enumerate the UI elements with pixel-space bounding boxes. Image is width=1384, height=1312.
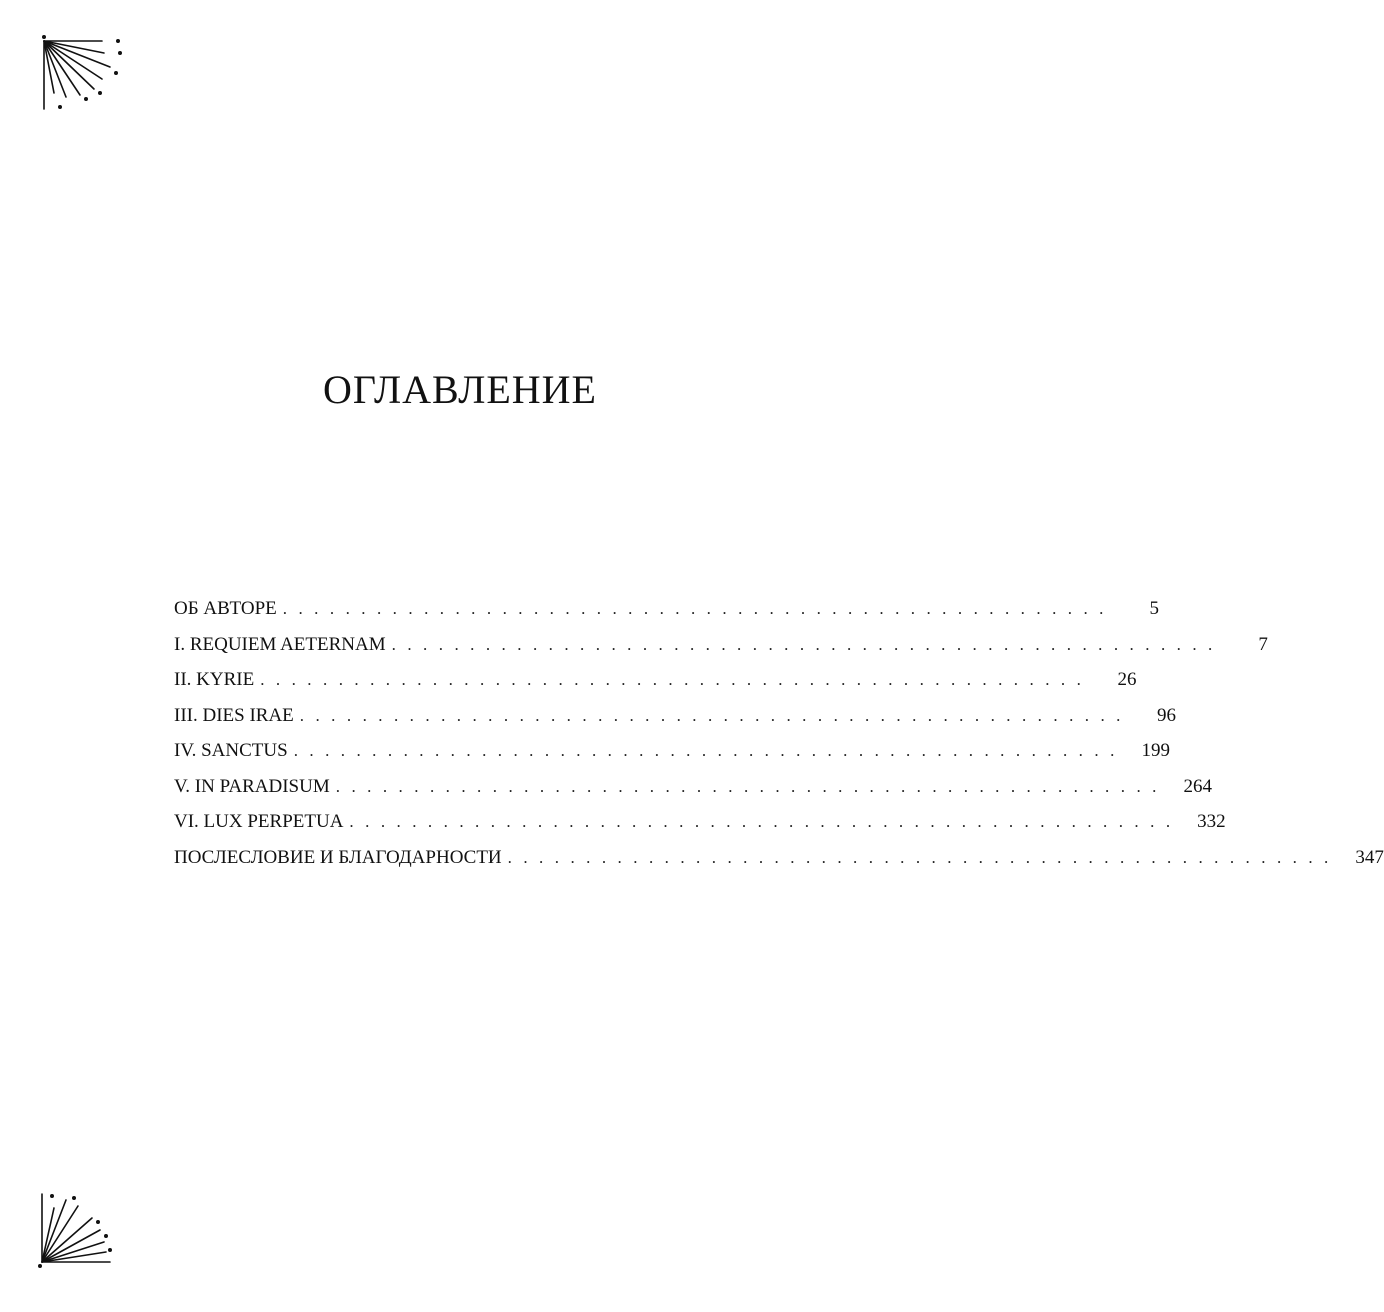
dot-leader: . . . . . . . . . . . . . . . . . . . . . . . . . . . . . . . . . . . . . . . . . . . . . . . . . . . . . (299, 705, 1125, 725)
page-title: ОГЛАВЛЕНИЕ (323, 367, 597, 412)
toc-entry-title: III. DIES IRAE (174, 704, 294, 726)
toc-entry-page-number: 96 (1157, 704, 1177, 726)
toc-entry-page-number: 264 (1183, 775, 1212, 797)
toc-entry-title: V. IN PARADISUM (174, 775, 330, 797)
toc-entry[interactable] (174, 665, 1137, 701)
toc-entry-page-number: 7 (1258, 633, 1268, 655)
toc-entry-page-number: 347 (1355, 846, 1384, 868)
dot-leader: . . . . . . . . . . . . . . . . . . . . . . . . . . . . . . . . . . . . . . . . . . . . . . . . . . . . . (282, 599, 1108, 618)
sunburst-corner-icon (34, 1190, 118, 1270)
toc-entry[interactable] (174, 843, 1384, 879)
toc-entry-title: ОБ АВТОРЕ (174, 598, 277, 619)
dot-leader: . . . . . . . . . . . . . . . . . . . . . . . . . . . . . . . . . . . . . . . . . . . . . . . . . . . . . (335, 776, 1160, 796)
toc-entry[interactable] (174, 630, 1268, 666)
toc-entry[interactable] (174, 807, 1226, 843)
dot-leader: . . . . . . . . . . . . . . . . . . . . . . . . . . . . . . . . . . . . . . . . . . . . . . . . . . . . . (507, 847, 1332, 867)
toc-entry-title: VI. LUX PERPETUA (174, 811, 344, 832)
toc-entry-page-number: 199 (1141, 740, 1170, 761)
toc-entry[interactable] (174, 701, 1177, 737)
dot-leader: . . . . . . . . . . . . . . . . . . . . . . . . . . . . . . . . . . . . . . . . . . . . . . . . . . . . . (391, 634, 1216, 654)
toc-entry-title: IV. SANCTUS (174, 740, 288, 761)
toc-entry[interactable] (174, 736, 1170, 772)
toc-entry[interactable] (174, 772, 1212, 808)
dot-leader: . . . . . . . . . . . . . . . . . . . . . . . . . . . . . . . . . . . . . . . . . . . . . . . . . . . . . (293, 741, 1118, 760)
dot-leader: . . . . . . . . . . . . . . . . . . . . . . . . . . . . . . . . . . . . . . . . . . . . . . . . . . . . . (260, 670, 1085, 689)
toc-entry-page-number: 26 (1117, 669, 1137, 690)
table-of-contents (174, 594, 1384, 878)
toc-entry-title: ПОСЛЕСЛОВИЕ И БЛАГОДАРНОСТИ (174, 846, 502, 868)
toc-entry-title: I. REQUIEM AETERNAM (174, 633, 386, 655)
sunburst-corner-icon (38, 33, 122, 113)
toc-entry-page-number: 5 (1149, 598, 1160, 619)
toc-entry-page-number: 332 (1197, 811, 1226, 832)
dot-leader: . . . . . . . . . . . . . . . . . . . . . . . . . . . . . . . . . . . . . . . . . . . . . . . . . . . . . (349, 812, 1174, 831)
toc-entry-title: II. KYRIE (174, 669, 255, 690)
toc-entry[interactable] (174, 594, 1160, 630)
